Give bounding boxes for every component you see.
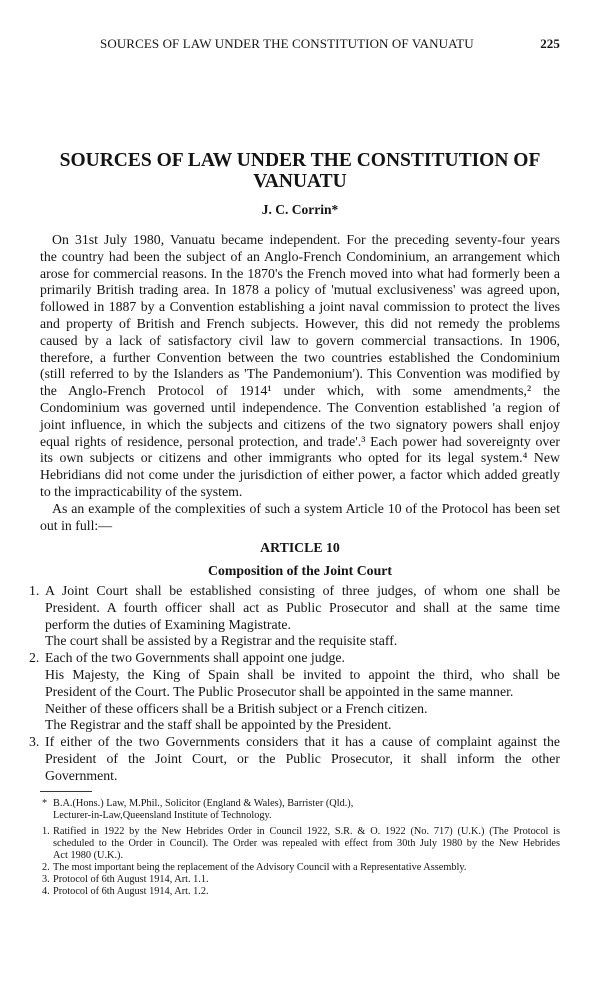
intro-paragraph bbox=[40, 232, 560, 501]
text-line: caused by a lack of satisfactory civil law to govern commercial transactions. In 1906, bbox=[40, 332, 560, 348]
article-item bbox=[25, 650, 560, 734]
footnote-line: The most important being the replacement of the Advisory Council with a Representative Assembly. bbox=[53, 861, 467, 873]
text-line: therefore, a further Convention between the two countries established the Condominium bbox=[40, 349, 560, 365]
footnotes bbox=[40, 798, 560, 898]
text-line: and property of British and French subjects. However, this did not remedy the problems bbox=[40, 315, 560, 331]
footnote bbox=[40, 874, 560, 886]
text-line: joint influence, in which the subjects and citizens of the two signatory powers shall enjoy bbox=[40, 416, 560, 432]
footnote-mark: 3. bbox=[42, 873, 50, 885]
footnote-line: Protocol of 6th August 1914, Art. 1.1. bbox=[53, 873, 209, 885]
text-line: primarily British trading area. In 1878 a policy of 'mutual exclusiveness' was agreed upon, bbox=[40, 282, 560, 298]
text-line: As an example of the complexities of such a system Article 10 of the Protocol has been set bbox=[52, 500, 560, 516]
article-items bbox=[25, 583, 560, 785]
footnote-line: Protocol of 6th August 1914, Art. 1.2. bbox=[53, 885, 209, 897]
footnote bbox=[40, 798, 560, 822]
footnote-line: Lecturer-in-Law,Queensland Institute of Technology. bbox=[53, 809, 272, 821]
author-name: J. C. Corrin* bbox=[261, 202, 339, 217]
article-item bbox=[25, 583, 560, 650]
text-line: President of the Court. The Public Prosecutor shall be appointed in the same manner. bbox=[45, 683, 514, 699]
text-line: Neither of these officers shall be a British subject or a French citizen. bbox=[45, 700, 428, 716]
text-line: President. A fourth officer shall act as Public Prosecutor and shall at the same time bbox=[45, 599, 560, 615]
text-line: The court shall be assisted by a Registrar and the requisite staff. bbox=[45, 633, 398, 649]
item-number: 3. bbox=[29, 734, 40, 750]
text-line: Hebridians did not come under the jurisdiction of either power, a factor which added greatly bbox=[40, 467, 560, 483]
example-paragraph bbox=[40, 501, 560, 535]
text-line: Each of the two Governments shall appoint one judge. bbox=[45, 650, 346, 666]
footnote-line: scheduled to the Order in Council). The Order was repealed with effect from 30th July 1980 by the New Hebrides bbox=[53, 837, 560, 849]
text-line: equal rights of residence, personal protection, and trade'.³ Each power had sovereignty over bbox=[40, 433, 560, 449]
text-line: followed in 1887 by a Convention establishing a joint naval commission to protect the lives bbox=[40, 299, 560, 315]
footnote-mark: 2. bbox=[42, 861, 50, 873]
running-head-title: SOURCES OF LAW UNDER THE CONSTITUTION OF VANUATU bbox=[100, 36, 474, 51]
text-line: (still referred to by the Islanders as 'The Pandemonium'). This Convention was modified by bbox=[40, 366, 560, 382]
footnote-line: B.A.(Hons.) Law, M.Phil., Solicitor (England & Wales), Barrister (Qld.), bbox=[53, 797, 354, 809]
text-line: President of the Joint Court, or the Public Prosecutor, it shall inform the other bbox=[45, 750, 560, 766]
footnote-line: Ratified in 1922 by the New Hebrides Order in Council 1922, S.R. & O. 1922 (No. 717) (U.K.) (The Protocol is bbox=[53, 825, 560, 837]
footnote-divider bbox=[40, 791, 92, 792]
article-subheading: Composition of the Joint Court bbox=[208, 563, 392, 579]
footnote-mark: 4. bbox=[42, 885, 50, 897]
text-line: A Joint Court shall be established consisting of three judges, of whom one shall be bbox=[45, 582, 560, 598]
page-number: 225 bbox=[540, 36, 560, 51]
article-title bbox=[0, 150, 600, 192]
text-line: the country had been the subject of an Anglo-French Condominium, an arrangement which bbox=[40, 248, 560, 264]
article-title-line: SOURCES OF LAW UNDER THE CONSTITUTION OF bbox=[59, 150, 541, 171]
text-line: its own subjects or citizens and other immigrants who opted for its legal system.⁴ New bbox=[40, 450, 560, 466]
text-line: out in full:— bbox=[40, 517, 113, 533]
footnote-mark: * bbox=[42, 797, 48, 809]
item-number: 1. bbox=[29, 582, 40, 598]
article-title-line: VANUATU bbox=[253, 171, 347, 192]
text-line: The Registrar and the staff shall be appointed by the President. bbox=[45, 717, 392, 733]
footnote-mark: 1. bbox=[42, 825, 50, 837]
article-heading: ARTICLE 10 bbox=[260, 540, 340, 556]
footnote bbox=[40, 826, 560, 862]
text-line: to the impracticability of the system. bbox=[40, 483, 243, 499]
text-line: Condominium was governed until independence. The Convention established 'a region of bbox=[40, 399, 560, 415]
footnote bbox=[40, 886, 560, 898]
text-line: arose for commercial reasons. In the 1870's the French moved into what had formerly been a bbox=[40, 265, 560, 281]
running-head bbox=[100, 36, 560, 54]
text-line: Government. bbox=[45, 767, 118, 783]
item-number: 2. bbox=[29, 650, 40, 666]
text-line: If either of the two Governments considers that it has a cause of complaint against the bbox=[45, 734, 560, 750]
text-line: the Anglo-French Protocol of 1914¹ under which, with some amendments,² the bbox=[40, 383, 560, 399]
text-line: perform the duties of Examining Magistrate. bbox=[45, 616, 291, 632]
footnote-line: Act 1980 (U.K.). bbox=[53, 849, 124, 861]
article-item bbox=[25, 734, 560, 784]
footnote bbox=[40, 862, 560, 874]
text-line: On 31st July 1980, Vanuatu became independent. For the preceding seventy-four years bbox=[52, 232, 560, 247]
text-line: His Majesty, the King of Spain shall be invited to appoint the third, who shall be bbox=[45, 666, 560, 682]
